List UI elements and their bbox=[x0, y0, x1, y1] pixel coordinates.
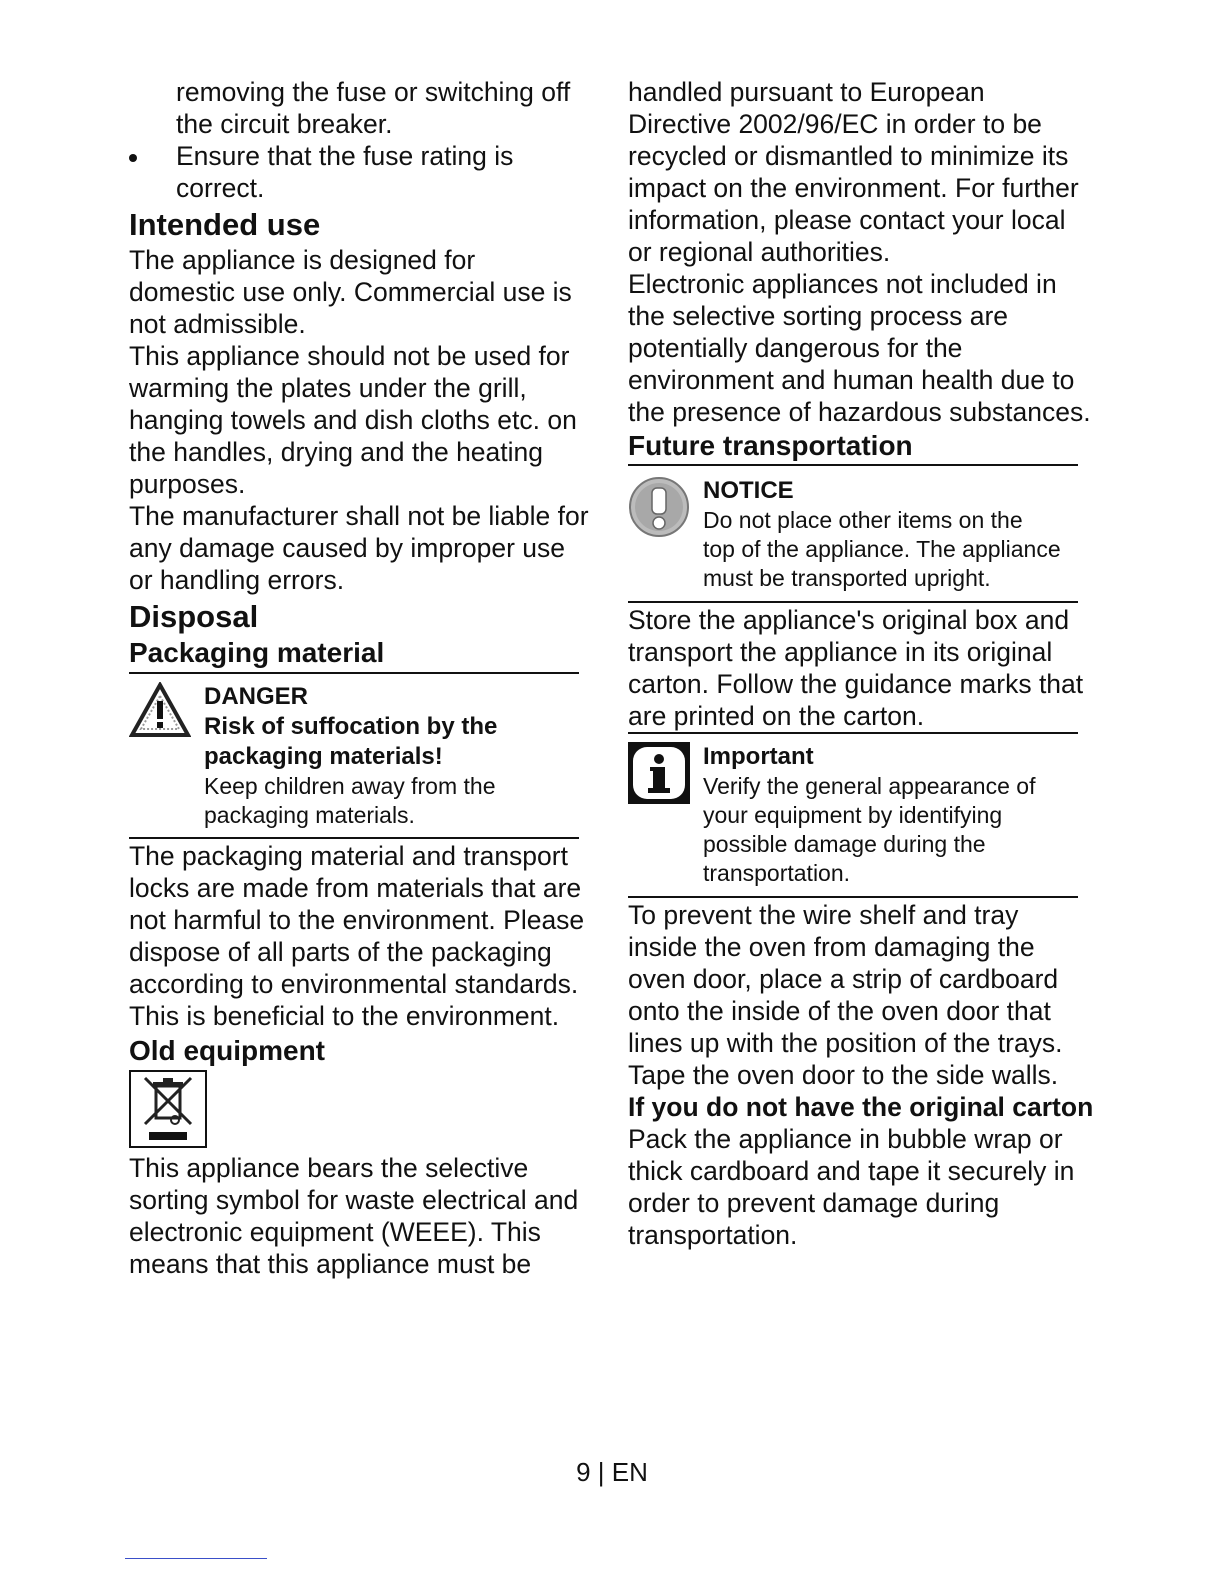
section-rule bbox=[628, 464, 1078, 466]
packaging-material-heading: Packaging material bbox=[129, 637, 385, 668]
danger-bold-2: packaging materials! bbox=[204, 743, 443, 770]
left-column bbox=[129, 76, 597, 1280]
no-carton-heading: If you do not have the original carton bbox=[628, 1092, 1094, 1122]
warning-triangle-icon bbox=[129, 682, 191, 743]
danger-note bbox=[129, 682, 582, 830]
intended-use-paragraph-1: The appliance is designed for domestic use only. Commercial use is not admissible. bbox=[129, 245, 572, 339]
right-column bbox=[628, 76, 1102, 1251]
section-rule bbox=[129, 672, 579, 674]
packaging-paragraph: The packaging material and transport locks are made from materials that are not harmful to the environment. Please dispose of all parts of the packaging according to environmental standards. This is beneficial to the environment. bbox=[129, 841, 585, 1031]
old-equipment-paragraph: This appliance bears the selective sorting symbol for waste electrical and electronic equipment (WEEE). This means that this appliance must be bbox=[129, 1153, 579, 1279]
old-equipment-heading: Old equipment bbox=[129, 1035, 325, 1066]
footer-underline bbox=[125, 1558, 267, 1559]
important-text-3: possible damage during the bbox=[703, 831, 986, 857]
important-text-2: your equipment by identifying bbox=[703, 802, 1003, 828]
weee-bin-icon bbox=[129, 1070, 207, 1148]
prevent-damage-paragraph: To prevent the wire shelf and tray inside the oven from damaging the oven door, place a strip of cardboard onto the inside of the oven door that lines up with the position of the trays. Tape the oven door to the side walls. bbox=[628, 900, 1063, 1090]
notice-note bbox=[628, 476, 1081, 593]
important-title: Important bbox=[703, 743, 814, 770]
important-note bbox=[628, 742, 1081, 888]
info-icon bbox=[628, 742, 690, 809]
disposal-heading: Disposal bbox=[129, 599, 259, 634]
notice-text-1: Do not place other items on the bbox=[703, 507, 1023, 533]
note-rule bbox=[628, 896, 1078, 898]
notice-text-2: top of the appliance. The appliance bbox=[703, 536, 1061, 562]
bullet-dot bbox=[129, 154, 137, 162]
danger-title: DANGER bbox=[204, 683, 309, 710]
continued-text: removing the fuse or switching off the circuit breaker. bbox=[176, 77, 571, 139]
future-transportation-heading: Future transportation bbox=[628, 430, 913, 461]
danger-bold-1: Risk of suffocation by the bbox=[204, 713, 498, 740]
bullet-item: Ensure that the fuse rating is correct. bbox=[129, 140, 597, 204]
intended-use-paragraph-2: This appliance should not be used for warming the plates under the grill, hanging towels and dish cloths etc. on the handles, drying and the heating purposes. bbox=[129, 341, 577, 499]
important-text-1: Verify the general appearance of bbox=[703, 773, 1036, 799]
danger-text-2: packaging materials. bbox=[204, 802, 415, 828]
note-rule bbox=[129, 837, 579, 839]
notice-text-3: must be transported upright. bbox=[703, 565, 991, 591]
page-footer bbox=[0, 1456, 1224, 1488]
section-rule bbox=[628, 732, 1078, 734]
note-rule bbox=[628, 601, 1078, 603]
intended-use-heading: Intended use bbox=[129, 207, 321, 242]
intended-use-paragraph-3: The manufacturer shall not be liable for any damage caused by improper use or handling errors. bbox=[129, 501, 589, 595]
notice-title: NOTICE bbox=[703, 477, 794, 504]
page-separator: | bbox=[597, 1457, 605, 1487]
continued-weee-text: handled pursuant to European Directive 2002/96/EC in order to be recycled or dismantled to minimize its impact on the environment. For further information, please contact your local or regional authorities. bbox=[628, 77, 1079, 267]
page-number: 9 bbox=[576, 1457, 591, 1487]
store-paragraph: Store the appliance's original box and transport the appliance in its original carton. Follow the guidance marks that are printed on the carton. bbox=[628, 605, 1084, 731]
no-carton-paragraph: Pack the appliance in bubble wrap or thick cardboard and tape it securely in order to prevent damage during transportation. bbox=[628, 1124, 1075, 1250]
page-language: EN bbox=[611, 1457, 648, 1487]
exclamation-circle-icon bbox=[628, 476, 690, 543]
danger-text-1: Keep children away from the bbox=[204, 773, 496, 799]
electronic-appliances-paragraph: Electronic appliances not included in the selective sorting process are potentially dangerous for the environment and human health due to the presence of hazardous substances. bbox=[628, 269, 1091, 427]
important-text-4: transportation. bbox=[703, 860, 851, 886]
